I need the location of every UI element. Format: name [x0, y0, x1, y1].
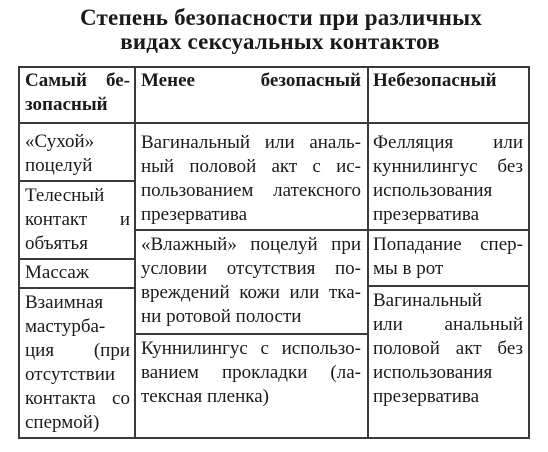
col1-row-divider [18, 258, 136, 260]
table-cell-safest: Массаж [25, 262, 89, 283]
table-cell-less-safe: Вагинальный или аналь- ный половой акт с ис- пользованием латексного презерватива [141, 132, 361, 225]
table-cell-unsafe: Фелляция или куннилингус без использования презерватива [373, 132, 523, 225]
col3-row-divider [367, 285, 530, 287]
table-bottom-border [18, 437, 530, 439]
table-cell-safest: Телесный контакт и объятья [25, 185, 130, 254]
table-cell-less-safe: Куннилингус с использо- ванием прокладки (ла- тексная пленка) [141, 338, 361, 407]
title-line-2: видах сексуальных контактов [120, 29, 440, 54]
header-unsafe: Небезопасный [373, 70, 497, 91]
header-less-safe: Менее безопасный [141, 70, 361, 91]
header-safest: Самый бе- зопасный [25, 70, 130, 115]
table-cell-less-safe: «Влажный» поцелуй при условии отсутствия по- вреждений кожи или тка- ни ротовой полости [141, 234, 361, 327]
col3-row-divider [367, 229, 530, 231]
table-cell-unsafe: Вагинальный или анальный половой акт без использования презерватива [373, 290, 523, 407]
title-line-1: Степень безопасности при различных [80, 5, 482, 30]
page-title [0, 6, 548, 54]
header-divider [18, 122, 530, 124]
table-cell-safest: «Сухой» поцелуй [25, 131, 95, 176]
table-top-border [18, 66, 530, 68]
table-cell-safest: Взаимная мастурба- ция (при отсутствии контакта со спермой) [25, 292, 130, 433]
col1-row-divider [18, 287, 136, 289]
col2-row-divider [134, 229, 369, 231]
col2-row-divider [134, 333, 369, 335]
table-cell-unsafe: Попадание спер- мы в рот [373, 234, 523, 279]
col1-row-divider [18, 180, 136, 182]
